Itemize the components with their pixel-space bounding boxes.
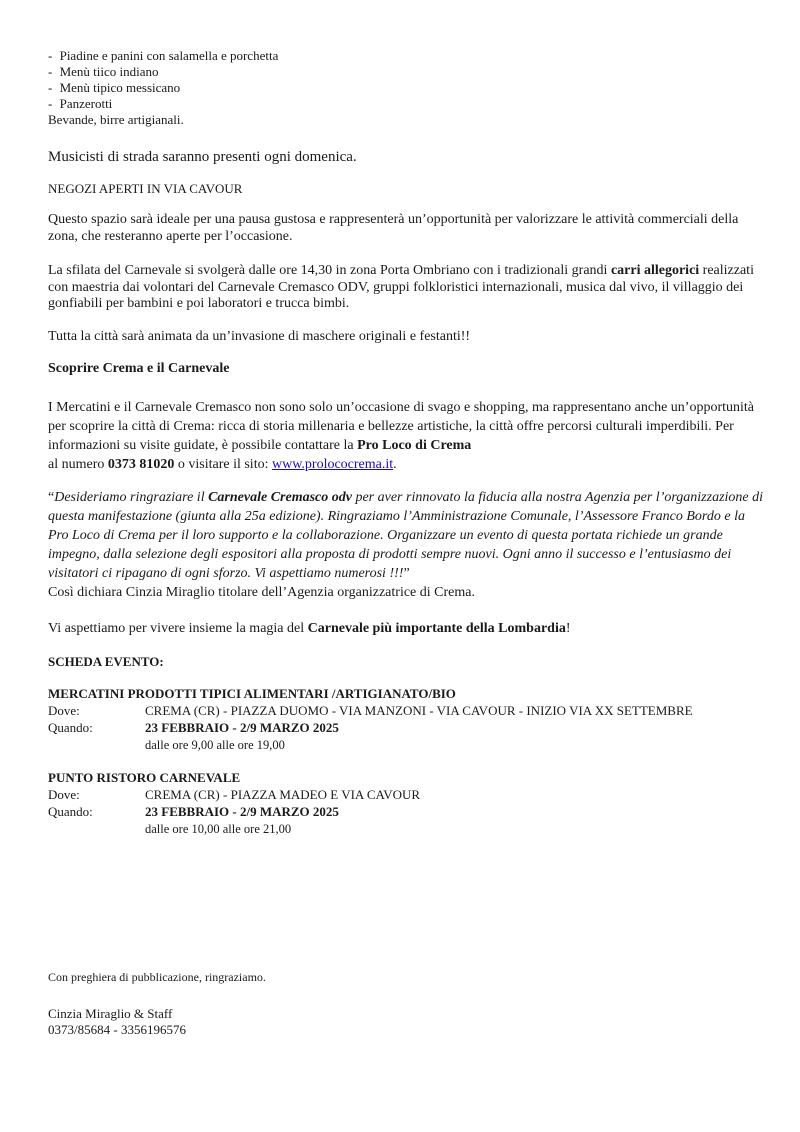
parade-bold: carri allegorici: [610, 263, 700, 278]
scheda-heading: SCHEDA EVENTO:: [48, 654, 164, 669]
phone-bold: 0373 81020: [107, 457, 175, 472]
drinks-line: Bevande, birre artigianali.: [48, 112, 184, 127]
discover-paragraph: I Mercatini e il Carnevale Cremasco non sono solo un’occasione di svago e shopping, ma rappresentano anche un’opportunità per scoprire la città di Crema: ricca di storia millenaria e bellezze artistiche, la città offre percorsi culturali imperdibili. Per informazioni su visite guidate, è possibile contattare la Pro Loco di Crema al numero 0373 81020 o visitare il sito: www.prolococrema.it.: [48, 400, 755, 472]
publication-line: Con preghiera di pubblicazione, ringraziamo.: [48, 970, 266, 984]
list-item: - Menù tiico indiano: [48, 64, 278, 80]
event-where-row: Dove: CREMA (CR) - PIAZZA MADEO E VIA CAVOUR: [48, 787, 421, 802]
discover-heading: Scoprire Crema e il Carnevale: [48, 361, 230, 376]
shops-heading: NEGOZI APERTI IN VIA CAVOUR: [48, 181, 243, 196]
menu-list: [48, 48, 278, 112]
event-hours: dalle ore 9,00 alle ore 19,00: [145, 738, 285, 752]
list-item: - Menù tipico messicano: [48, 80, 278, 96]
signature-line: Cinzia Miraglio & Staff: [48, 1006, 173, 1021]
event-title: MERCATINI PRODOTTI TIPICI ALIMENTARI /ARTIGIANATO/BIO: [48, 686, 456, 701]
event-hours: dalle ore 10,00 alle ore 21,00: [145, 822, 292, 836]
event-when-row: Quando: 23 FEBBRAIO - 2/9 MARZO 2025: [48, 804, 339, 819]
event-where-row: Dove: CREMA (CR) - PIAZZA DUOMO - VIA MANZONI - VIA CAVOUR - INIZIO VIA XX SETTEMBRE: [48, 703, 693, 718]
city-line: Tutta la città sarà animata da un’invasione di maschere originali e festanti!!: [48, 329, 471, 344]
parade-paragraph: La sfilata del Carnevale si svolgerà dalle ore 14,30 in zona Porta Ombriano con i tradizionali grandi carri allegorici realizzati con maestria dai volontari del Carnevale Cremasco ODV, gruppi folkloristici internazionali, musica dal vivo, il villaggio dei gonfiabili per bambini e poi laboratori e trucca bimbi.: [48, 263, 754, 312]
musicians-line: Musicisti di strada saranno presenti ogni domenica.: [48, 149, 357, 165]
list-item: - Panzerotti: [48, 96, 278, 112]
closing-line: Vi aspettiamo per vivere insieme la magia del Carnevale più importante della Lombardia!: [48, 621, 571, 636]
event-title: PUNTO RISTORO CARNEVALE: [48, 770, 241, 785]
website-link[interactable]: www.prolococrema.it: [271, 457, 394, 472]
quote-paragraph: “Desideriamo ringraziare il Carnevale Cremasco odv per aver rinnovato la fiducia alla nostra Agenzia per l’organizzazione di questa manifestazione (giunta alla 25a edizione). Ringraziamo l’Amministrazione Comunale, l’Assessore Franco Bordo e la Pro Loco di Crema per il loro supporto e la collaborazione. Organizzare un evento di questa portata richiede un grande impegno, dalla selezione degli espositori alla proposta di prodotti sempre nuovi. Ogni anno il successo e l’entusiasmo dei visitatori ci ripagano di ogni sforzo. Vi aspettiamo numerosi !!!” Così dichiara Cinzia Miraglio titolare dell’Agenzia organizzatrice di Crema.: [48, 490, 764, 600]
quote-bold: Carnevale Cremasco odv: [208, 490, 352, 505]
proloco-bold: Pro Loco di Crema: [357, 438, 472, 453]
quote-attribution: Così dichiara Cinzia Miraglio titolare dell’Agenzia organizzatrice di Crema.: [48, 585, 475, 600]
phones-line: 0373/85684 - 3356196576: [48, 1022, 186, 1037]
event-when-row: Quando: 23 FEBBRAIO - 2/9 MARZO 2025: [48, 720, 339, 735]
list-item: - Piadine e panini con salamella e porchetta: [48, 48, 278, 64]
space-paragraph: Questo spazio sarà ideale per una pausa gustosa e rappresenterà un’opportunità per valorizzare le attività commerciali della zona, che resteranno aperte per l’occasione.: [48, 212, 739, 244]
